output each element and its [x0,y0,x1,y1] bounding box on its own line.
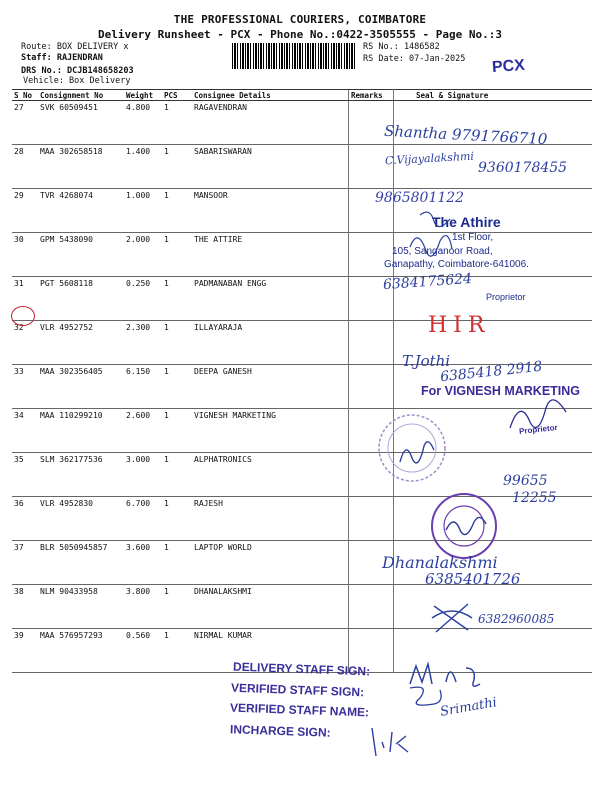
cell-consignment: TVR 4268074 [38,189,124,233]
cell-weight: 2.000 [124,233,162,277]
col-pcs: PCS [162,90,192,101]
cell-sno: 33 [12,365,38,409]
col-sno: S No [12,90,38,101]
signature-row-38-phone: 6385401726 [425,570,521,588]
signature-row-28-phone: 9360178455 [478,160,568,176]
cell-consignee: RAJESH [192,497,349,541]
cell-remarks [349,585,394,629]
attire-stamp-line3: Ganapathy, Coimbatore-641006. [384,259,529,270]
cell-pcs: 1 [162,189,192,233]
cell-sno: 31 [12,277,38,321]
cell-consignee: RAGAVENDRAN [192,101,349,145]
cell-consignee: PADMANABAN ENGG [192,277,349,321]
vignesh-stamp-role: Proprietor [518,423,559,436]
runsheet-title: Delivery Runsheet - PCX - Phone No.:0422-3505555 - Page No.:3 [98,28,502,41]
cell-consignee: SABARISWARAN [192,145,349,189]
cell-consignment: BLR 5050945857 [38,541,124,585]
route-label: Route: BOX DELIVERY x [21,42,129,52]
verified-staff-name-value: Srimathi [439,695,498,720]
cell-weight: 1.400 [124,145,162,189]
cell-weight: 0.250 [124,277,162,321]
incharge-sign-label: INCHARGE SIGN: [229,722,331,740]
signature-row-27: Shantha 9791766710 [383,121,548,149]
staff-label: Staff: RAJENDRAN [21,53,103,63]
cell-weight: 0.560 [124,629,162,673]
cell-pcs: 1 [162,409,192,453]
cell-pcs: 1 [162,101,192,145]
signature-row-36-b: 12255 [512,490,557,506]
cell-weight: 3.000 [124,453,162,497]
verified-staff-name-label: VERIFIED STAFF NAME: [229,700,370,720]
attire-stamp-line2: 105, Sanganoor Road, [392,246,493,257]
signature-row-36-a: 99655 [503,473,548,489]
cell-pcs: 1 [162,585,192,629]
cell-consignee: VIGNESH MARKETING [192,409,349,453]
attire-stamp-title: The Athire [432,214,501,230]
cell-consignment: GPM 5438090 [38,233,124,277]
cell-consignment: SVK 60509451 [38,101,124,145]
cell-consignee: ALPHATRONICS [192,453,349,497]
cell-consignment: NLM 90433958 [38,585,124,629]
signature-row-28-name: C.Vijayalakshmi [384,149,475,168]
cell-weight: 6.700 [124,497,162,541]
cell-pcs: 1 [162,541,192,585]
round-seal-row-35 [372,408,452,488]
vignesh-stamp-title: For VIGNESH MARKETING [421,384,581,398]
cell-consignment: PGT 5608118 [38,277,124,321]
rs-date: RS Date: 07-Jan-2025 [363,54,466,64]
cell-pcs: 1 [162,233,192,277]
signature-row-32: HIR [428,313,491,338]
cell-consignee: ILLAYARAJA [192,321,349,365]
cell-consignment: MAA 110299210 [38,409,124,453]
cell-pcs: 1 [162,629,192,673]
signature-row-29: 9865801122 [375,190,465,206]
table-row [12,321,592,365]
signature-row-31: 6384175624 [382,270,473,294]
signature-row-38-name: Dhanalakshmi [382,553,498,572]
cell-pcs: 1 [162,365,192,409]
col-weight: Weight [124,90,162,101]
cell-consignment: MAA 302658518 [38,145,124,189]
row-32-circle-mark [11,306,35,326]
cell-consignment: MAA 576957293 [38,629,124,673]
col-consignment: Consignment No [38,90,124,101]
attire-stamp-line1: 1st Floor, [452,232,494,243]
cell-weight: 4.800 [124,101,162,145]
cell-consignee: LAPTOP WORLD [192,541,349,585]
cell-sno: 34 [12,409,38,453]
attire-signature-scribble [390,205,560,285]
cell-sno: 36 [12,497,38,541]
col-remarks: Remarks [349,90,394,101]
cell-consignment: SLM 362177536 [38,453,124,497]
drs-number: DRS No.: DCJB148658203 [21,66,134,76]
cell-consignee: MANSOOR [192,189,349,233]
delivery-staff-sign-label: DELIVERY STAFF SIGN: [232,659,371,679]
pcx-stamp: PCX [491,56,526,77]
cell-weight: 6.150 [124,365,162,409]
cell-weight: 1.000 [124,189,162,233]
cell-sno: 28 [12,145,38,189]
cell-sno: 35 [12,453,38,497]
cell-consignment: MAA 302356405 [38,365,124,409]
cell-consignment: VLR 4952752 [38,321,124,365]
verified-staff-sign-label: VERIFIED STAFF SIGN: [230,680,365,700]
signature-row-33-phone: 6385418 2918 [439,358,543,386]
cell-sno: 37 [12,541,38,585]
cell-sno: 32 [12,321,38,365]
vehicle-label: Vehicle: Box Delivery [23,76,131,86]
cell-consignee: DHANALAKSHMI [192,585,349,629]
cell-consignment: VLR 4952830 [38,497,124,541]
cell-sno: 29 [12,189,38,233]
signature-row-39: 6382960085 [478,612,555,626]
cell-remarks [349,365,394,409]
cell-pcs: 1 [162,453,192,497]
cell-consignee: DEEPA GANESH [192,365,349,409]
cell-remarks [349,321,394,365]
col-consignee: Consignee Details [192,90,349,101]
table-header-row [12,90,592,101]
attire-stamp-role: Proprietor [486,292,526,302]
table-row [12,497,592,541]
cell-pcs: 1 [162,497,192,541]
company-title: THE PROFESSIONAL COURIERS, COIMBATORE [173,13,427,26]
cell-consignee: THE ATTIRE [192,233,349,277]
cell-remarks [349,497,394,541]
barcode [232,43,356,69]
cell-weight: 3.800 [124,585,162,629]
signature-row-33-name: T.Jothi [402,352,451,370]
cell-sno: 27 [12,101,38,145]
cell-pcs: 1 [162,277,192,321]
signature-row-39-mark [428,598,478,638]
cell-sno: 38 [12,585,38,629]
cell-sno: 39 [12,629,38,673]
cell-sno: 30 [12,233,38,277]
vignesh-signature-scribble [500,388,580,438]
rs-number: RS No.: 1486582 [363,42,440,52]
col-seal-signature: Seal & Signature [394,90,593,101]
incharge-signature [366,722,426,762]
cell-weight: 2.300 [124,321,162,365]
cell-weight: 2.600 [124,409,162,453]
cell-weight: 3.600 [124,541,162,585]
cell-pcs: 1 [162,321,192,365]
cell-consignee: NIRMAL KUMAR [192,629,349,673]
cell-pcs: 1 [162,145,192,189]
